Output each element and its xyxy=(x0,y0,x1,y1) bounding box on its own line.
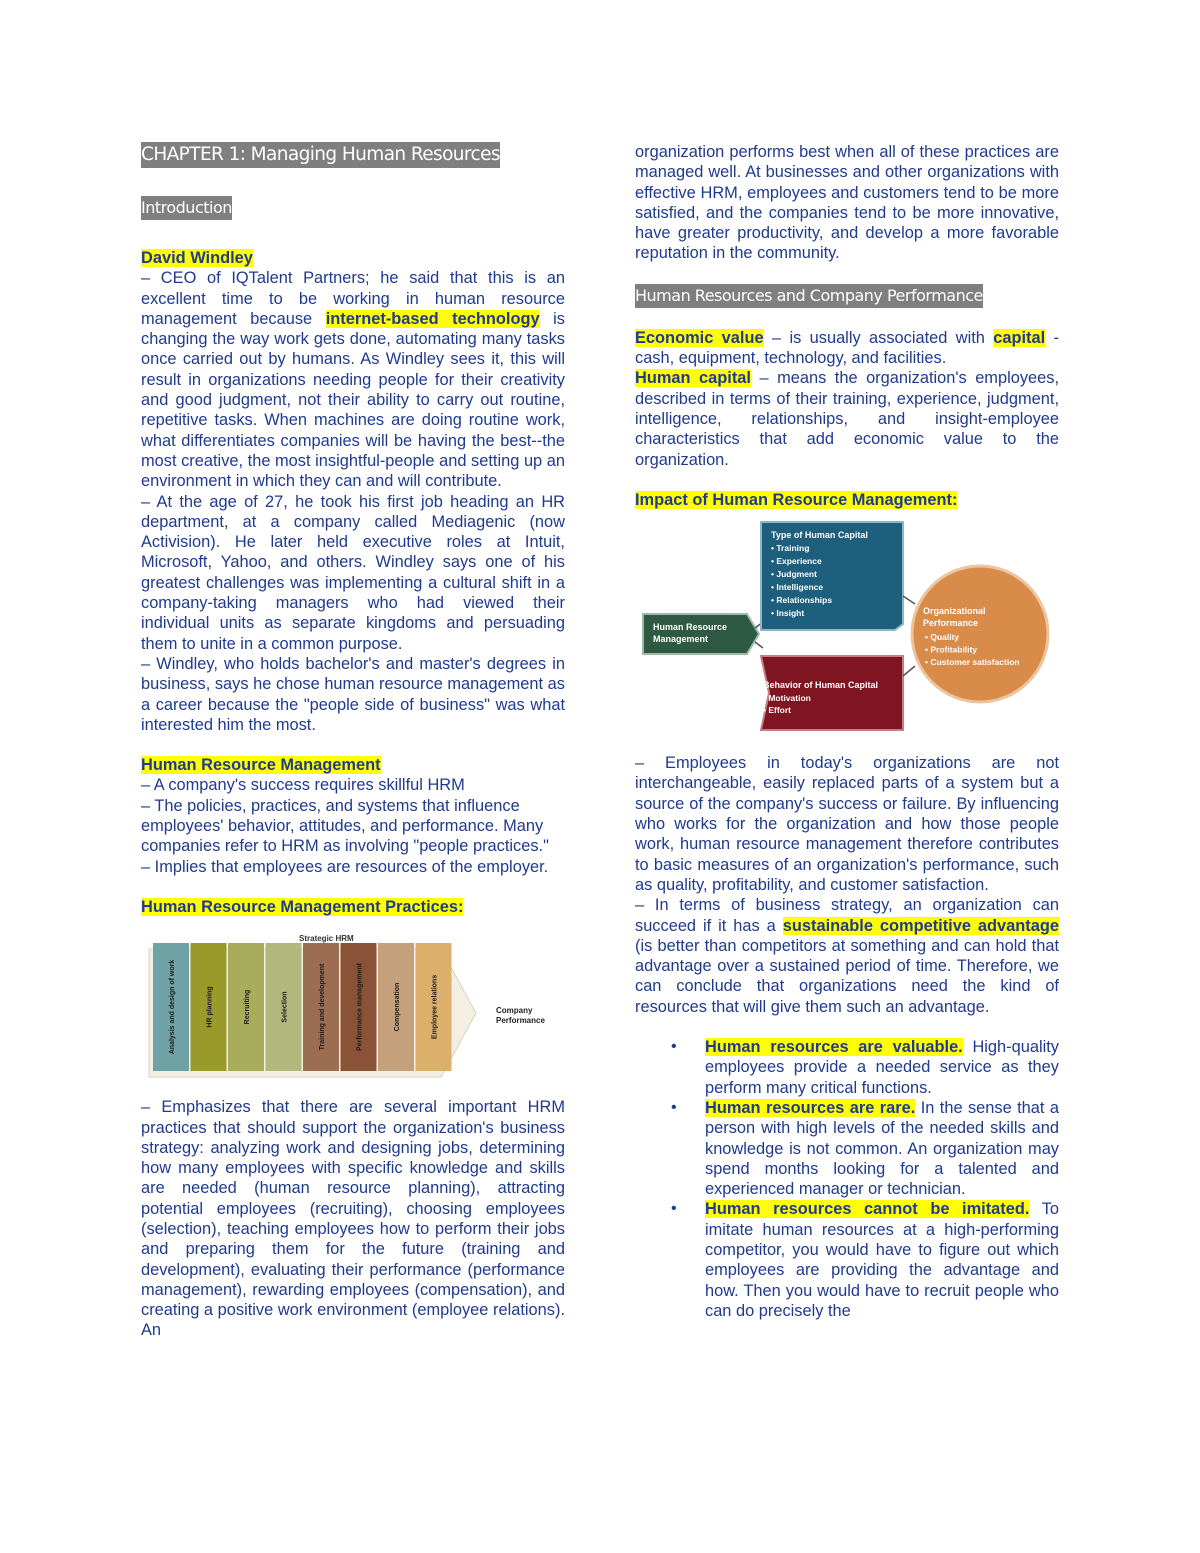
strategic-hrm-figure xyxy=(141,925,565,1085)
resource-bullets xyxy=(635,1037,1059,1321)
stage-label-1: Analysis and design of work xyxy=(169,959,176,1055)
highlight-internet-tech: internet-based technology xyxy=(325,309,540,328)
stage-label-5: Training and development xyxy=(319,963,326,1051)
economic-value-paragraph xyxy=(635,328,1059,470)
hrm-box-line1: Human Resource xyxy=(653,622,728,633)
hrm-line-2: – The policies, practices, and systems that influence employees' behavior, attitudes, and performance. Many companies refer to HRM as involving "people practices." xyxy=(141,796,549,856)
windley-paragraph-2: – At the age of 27, he took his first job heading an HR department, at a company called Mediagenic (now Activision). He later held executive roles at Intuit, Microsoft, Yahoo, and others. Windley says one of his greatest challenges was implementing a cultural shift in a company-taking managers who had viewed their individual units as separate kingdoms and persuading them to unite in a common purpose. xyxy=(141,492,565,653)
hrm-block xyxy=(141,755,565,877)
economic-value-mid: – is usually associated with xyxy=(763,328,994,347)
impact-heading-line xyxy=(635,490,1059,510)
org-item-3: • Customer satisfaction xyxy=(925,657,1020,668)
right-intro-paragraph: organization performs best when all of these practices are managed well. At businesses and other organizations with effective HRM, employees and customers tend to be more satisfied, and the companies tend to be more innovative, have greater productivity, and develop a more favorable reputation in the community. xyxy=(635,143,1059,263)
hrm-line-1: – A company's success requires skillful HRM xyxy=(141,776,465,795)
outcome-label-line2: Performance xyxy=(496,1016,545,1026)
stage-label-4: Selection xyxy=(281,991,289,1023)
windley-paragraph-1 xyxy=(141,248,565,492)
hrm-line-3: – Implies that employees are resources of the employer. xyxy=(141,857,549,876)
behavior-item-2: • Effort xyxy=(763,705,791,716)
capital-term: capital xyxy=(993,328,1046,347)
impact-diagram xyxy=(635,516,1059,741)
human-capital-text: – means the organization's employees, described in terms of their training, experience, judgment, intelligence, relationships, and insight-employee characteristics that add economic value to the organization. xyxy=(635,369,1060,469)
intro-heading: Introduction xyxy=(141,196,232,220)
practices-heading: Human Resource Management Practices: xyxy=(141,897,464,916)
bullet-imitated xyxy=(635,1199,1059,1321)
sustainable-advantage-term: sustainable competitive advantage xyxy=(782,916,1059,935)
bullet-dot: • xyxy=(671,1038,677,1056)
behavior-box-title: Behavior of Human Capital xyxy=(763,680,879,691)
type-item-4: • Intelligence xyxy=(771,582,824,593)
bullet-dot: • xyxy=(671,1098,677,1116)
company-performance-heading: Human Resources and Company Performance xyxy=(635,284,983,308)
practices-heading-line xyxy=(141,897,565,917)
stage-label-7: Compensation xyxy=(394,982,401,1032)
bullet-dot: • xyxy=(671,1200,677,1218)
outcome-label-line1: Company xyxy=(496,1006,533,1016)
impact-p2-a: – In terms of business strategy, an organization can succeed if it has a xyxy=(635,896,1059,935)
human-capital-term: Human capital xyxy=(635,369,751,388)
bullet-imitated-text: To imitate human resources at a high-performing competitor, you would have to figure out which employees are providing the advantage and how. Then you would have to recruit people who can do precisely the xyxy=(705,1200,1059,1320)
windley-text-b: is changing the way work gets done, automating many tasks once carried out by humans. As Windley sees it, this will result in organizations needing people for their creativity and good judgment, not their ability to carry out routine, repetitive tasks. When machines are doing routine work, what differentiates companies will be having the best--the most creative, the most insightful-people and setting up an environment in which they can and will contribute. xyxy=(141,309,565,491)
chapter-title: CHAPTER 1: Managing Human Resources xyxy=(141,142,500,168)
right-column xyxy=(635,142,1059,1321)
impact-p2-b: (is better than competitors at something and can hold that advantage over a sustained period of time. Therefore, we can conclude that organizations need the kind of resources that will give them such an advantage. xyxy=(635,936,1059,1016)
type-item-5: • Relationships xyxy=(771,595,833,606)
org-title-line2: Performance xyxy=(923,618,979,629)
figure-title: Strategic HRM xyxy=(299,934,354,944)
windley-name: David Windley xyxy=(141,249,253,267)
type-item-1: • Training xyxy=(771,543,810,554)
bullet-rare xyxy=(635,1098,1059,1199)
bullet-valuable-term: Human resources are valuable. xyxy=(705,1038,963,1057)
type-box-title: Type of Human Capital xyxy=(771,530,868,541)
type-item-6: • Insight xyxy=(771,608,805,619)
stage-label-6: Performance management xyxy=(356,963,364,1052)
org-item-2: • Profitability xyxy=(925,644,978,655)
economic-value-term: Economic value xyxy=(635,328,764,347)
org-item-1: • Quality xyxy=(925,632,960,643)
hrm-heading: Human Resource Management xyxy=(141,756,381,775)
bullet-imitated-term: Human resources cannot be imitated. xyxy=(705,1200,1030,1219)
bullet-rare-text: In the sense that a person with high levels of the needed skills and knowledge is not common. An organization may spend months looking for a talented and experienced manager or technician. xyxy=(705,1098,1059,1199)
org-title-line1: Organizational xyxy=(923,606,986,617)
windley-text-a: – CEO of IQTalent Partners; he said that this is an excellent time to be working in human resource management because xyxy=(141,269,565,328)
left-column xyxy=(141,138,565,1341)
stage-label-3: Recruiting xyxy=(244,989,251,1025)
windley-paragraph-3: – Windley, who holds bachelor's and master's degrees in business, says he chose human resource management as a career because the "people side of business" was what interested him the most. xyxy=(141,654,565,734)
stage-label-2: HR planning xyxy=(206,986,214,1028)
bullet-rare-term: Human resources are rare. xyxy=(705,1098,916,1117)
stage-label-8: Employee relations xyxy=(431,975,439,1040)
practices-body: – Emphasizes that there are several important HRM practices that should support the organization's business strategy: analyzing work and designing jobs, determining how many employees with specific knowledge and skills are needed (human resource planning), attracting potential employees (recruiting), choosing employees (selection), teaching employees how to perform their jobs and preparing them for the future (training and development), evaluating their performance (performance management), rewarding employees (compensation), and creating a positive work environment (employee relations). An xyxy=(141,1098,565,1340)
type-item-2: • Experience xyxy=(771,556,822,567)
economic-value-after: - cash, equipment, technology, and facilities. xyxy=(635,328,1060,368)
bullet-valuable xyxy=(635,1037,1059,1098)
type-item-3: • Judgment xyxy=(771,569,817,580)
bullet-valuable-text: High-quality employees provide a needed service as they perform many critical functions. xyxy=(705,1038,1059,1097)
impact-paragraph-2 xyxy=(635,895,1059,1017)
hrm-box-line2: Management xyxy=(653,634,709,645)
behavior-item-1: • Motivation xyxy=(763,693,811,704)
impact-paragraph-1: – Employees in today's organizations are not interchangeable, easily replaced parts of a system but a source of the company's success or failure. By influencing who works for the organization and how those people work, human resource management therefore contributes to basic measures of an organization's performance, such as quality, profitability, and customer satisfaction. xyxy=(635,754,1059,894)
impact-heading: Impact of Human Resource Management: xyxy=(635,490,958,509)
